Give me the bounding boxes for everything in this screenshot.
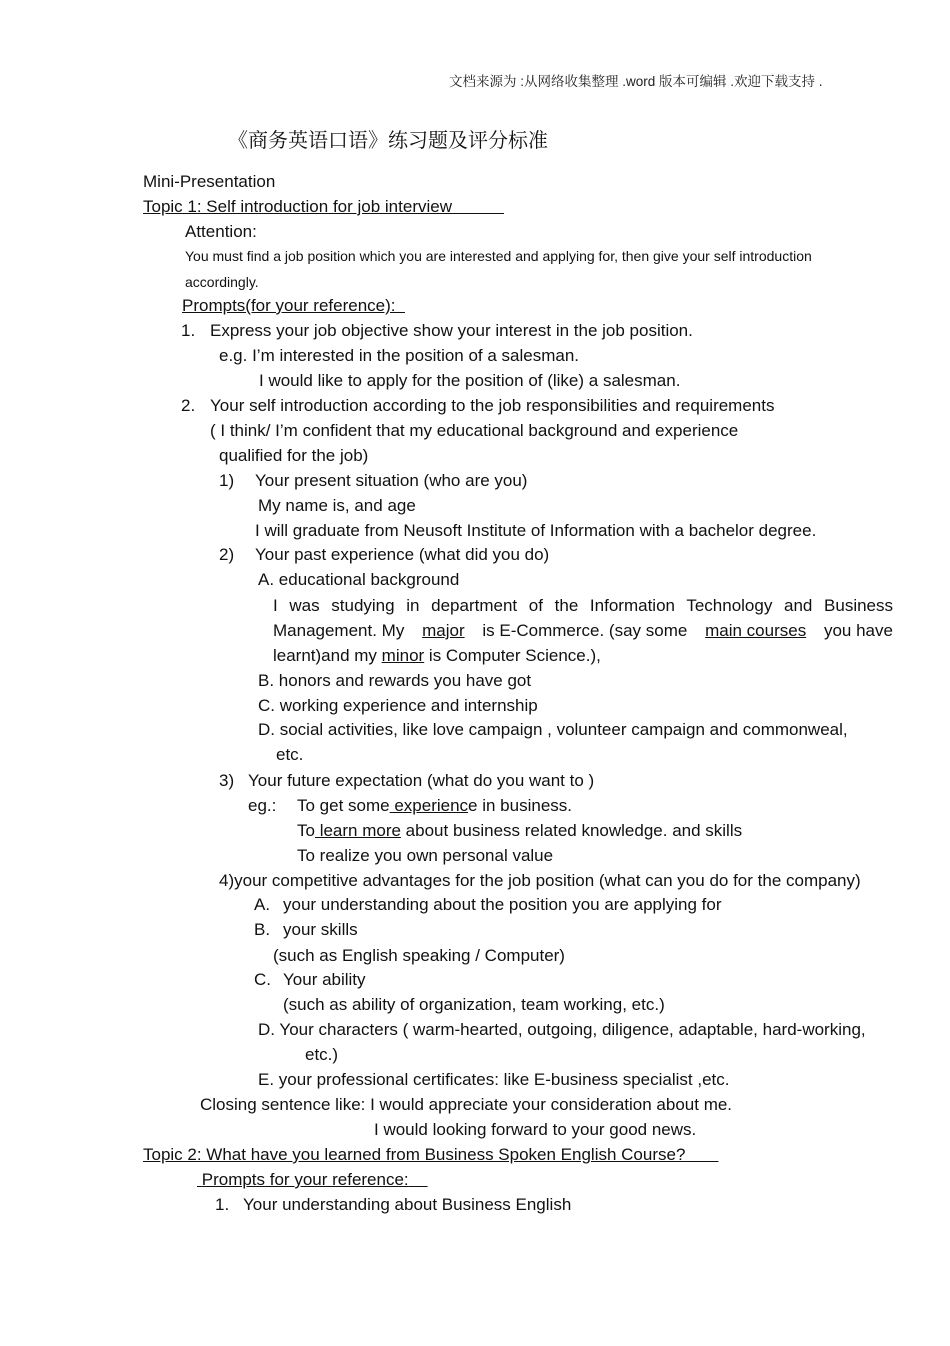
point3-number: 3) xyxy=(219,771,235,790)
point2-d: D. social activities, like love campaign , volunteer campaign and commonweal, xyxy=(258,720,848,739)
point2-a: A. educational background xyxy=(258,570,460,589)
point4-c-detail: (such as ability of organization, team working, etc.) xyxy=(283,995,665,1014)
point2-d-cont: etc. xyxy=(276,745,304,764)
point1-text: Your present situation (who are you) xyxy=(255,471,528,490)
point2-c: C. working experience and internship xyxy=(258,696,538,715)
topic2-prompts-label: Prompts for your reference: xyxy=(201,1170,409,1189)
closing-sentence-1: Closing sentence like: I would appreciate your consideration about me. xyxy=(200,1095,733,1114)
item2-text: Your self introduction according to the job responsibilities and requirements xyxy=(210,396,775,415)
point3-example-3: To realize you own personal value xyxy=(297,846,554,865)
item2-sub-2: qualified for the job) xyxy=(219,446,369,465)
closing-sentence-2: I would looking forward to your good news. xyxy=(374,1120,697,1139)
point4-e: E. your professional certificates: like E-business specialist ,etc. xyxy=(258,1070,730,1089)
attention-text: You must find a job position which you are interested and applying for, then give your self introduction xyxy=(185,248,812,264)
point2-a-line-2: Management. My major is E-Commerce. (say some main courses you have xyxy=(273,621,893,640)
point2-b: B. honors and rewards you have got xyxy=(258,671,532,690)
point1-line-2: I will graduate from Neusoft Institute of Information with a bachelor degree. xyxy=(255,521,817,540)
topic2-item1-number: 1. xyxy=(215,1195,230,1214)
topic2-heading: Topic 2: What have you learned from Business Spoken English Course? xyxy=(143,1145,686,1164)
topic1-heading: Topic 1: Self introduction for job interview xyxy=(143,197,452,216)
item1-text: Express your job objective show your interest in the job position. xyxy=(210,321,693,340)
item2-sub-1: ( I think/ I’m confident that my educational background and experience xyxy=(210,421,739,440)
attention-label: Attention: xyxy=(185,222,257,241)
point2-a-line-3: learnt)and my minor is Computer Science.), xyxy=(273,646,601,665)
point4-a: your understanding about the position you are applying for xyxy=(283,895,722,914)
point4-c-number: C. xyxy=(254,970,271,989)
point4-b-number: B. xyxy=(254,920,271,939)
point3-example-2: To learn more about business related knowledge. and skills xyxy=(297,821,743,840)
point1-number: 1) xyxy=(219,471,235,490)
topic2-item1: Your understanding about Business English xyxy=(243,1195,572,1214)
point3-text: Your future expectation (what do you want to ) xyxy=(248,771,595,790)
document-title: 《商务英语口语》练习题及评分标准 xyxy=(228,128,548,152)
point4-b: your skills xyxy=(283,920,358,939)
point4-c: Your ability xyxy=(283,970,366,989)
point3-eg-label: eg.: xyxy=(248,796,277,815)
point4-d: D. Your characters ( warm-hearted, outgoing, diligence, adaptable, hard-working, xyxy=(258,1020,866,1039)
point4-b-detail: (such as English speaking / Computer) xyxy=(273,946,565,965)
prompts-label: Prompts(for your reference): xyxy=(182,296,396,315)
point1-line-1: My name is, and age xyxy=(258,496,416,515)
point2-number: 2) xyxy=(219,545,235,564)
section-label: Mini-Presentation xyxy=(143,172,276,191)
point2-a-line-1: I was studying in department of the Information Technology and Business xyxy=(273,596,893,615)
point4-text: 4)your competitive advantages for the job position (what can you do for the company) xyxy=(219,871,861,890)
point4-a-number: A. xyxy=(254,895,271,914)
point2-text: Your past experience (what did you do) xyxy=(255,545,550,564)
item1-example-2: I would like to apply for the position of (like) a salesman. xyxy=(259,371,681,390)
attention-text-cont: accordingly. xyxy=(185,274,259,290)
point4-d-cont: etc.) xyxy=(305,1045,339,1064)
item2-number: 2. xyxy=(181,396,196,415)
page-header: 文档来源为 :从网络收集整理 .word 版本可编辑 .欢迎下载支持 . xyxy=(449,74,823,89)
item1-example-1: e.g. I’m interested in the position of a salesman. xyxy=(219,346,580,365)
point3-example-1: To get some experience in business. xyxy=(297,796,572,815)
item1-number: 1. xyxy=(181,321,196,340)
